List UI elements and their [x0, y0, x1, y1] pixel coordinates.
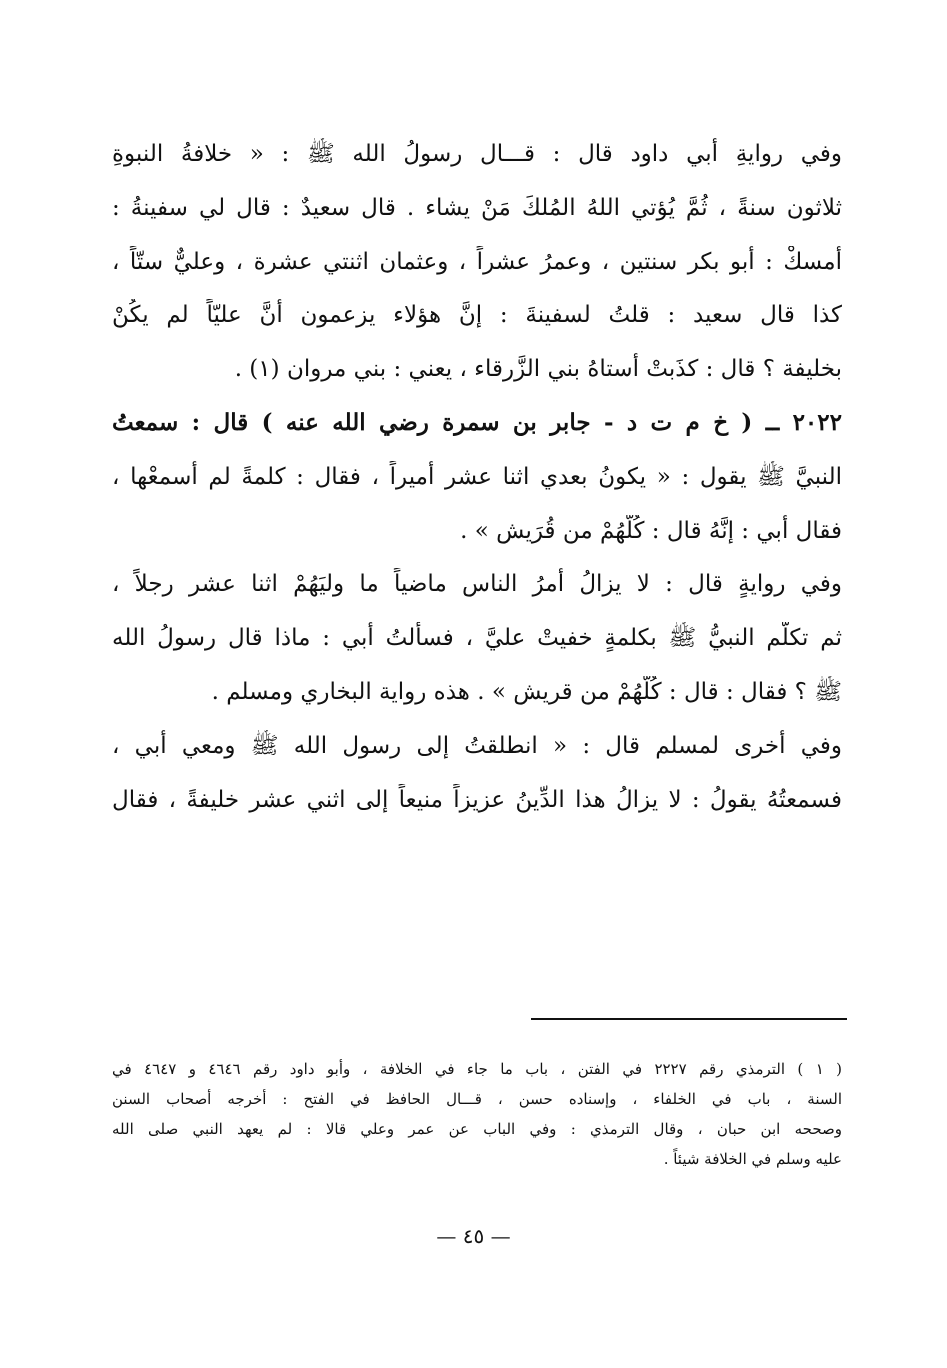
footnote-line: عليه وسلم في الخلافة شيئاً .: [663, 1150, 842, 1168]
page-number: — ٤٥ —: [436, 1224, 511, 1248]
text-line: ﷺ ؟ فقال : قال : كُلُّهُمْ من قريش » . هذه رواية البخاري ومسلم .: [211, 678, 842, 705]
text-line: النبيَّ ﷺ يقول : « يكونُ بعدي اثنا عشر أميراً ، فقال : كلمةً لم أسمعْها ،: [112, 463, 842, 490]
footnote-line: ( ١ ) الترمذي رقم ٢٢٢٧ في الفتن ، باب ما جاء في الخلافة ، وأبو داود رقم ٤٦٤٦ و ٤٦٤٧ في: [112, 1060, 842, 1078]
main-text: [112, 138, 842, 837]
text-line: وفي روايةٍ قال : لا يزالُ أمرُ الناس ماضياً ما وليَهُمْ اثنا عشر رجلاً ،: [112, 571, 842, 598]
text-line: ثم تكلَّم النبيُّ ﷺ بكلمةٍ خفيتْ عليَّ ، فسألتُ أبي : ماذا قال رسولُ الله: [112, 625, 842, 652]
hadith-heading: ٢٠٢٢ ــ ( خ م ت د - جابر بن سمرة رضي الله عنه ) قال : سمعتُ: [112, 408, 842, 436]
text-line: كذا قال سعيد : قلتُ لسفينةَ : إنَّ هؤلاء يزعمون أنَّ عليّاً لم يكُنْ: [112, 302, 842, 329]
footnote-line: وصححه ابن حبان ، وقال الترمذي : وفي الباب عن عمر وعلي قالا : لم يعهد النبي صلى الله: [112, 1120, 842, 1138]
text-line: وفي أخرى لمسلم قال : « انطلقتُ إلى رسول الله ﷺ ومعي أبي ،: [112, 732, 842, 759]
footnote: [112, 1058, 842, 1178]
text-line: فسمعتُهُ يقولُ : لا يزالُ هذا الدِّينُ عزيزاً منيعاً إلى اثني عشر خليفةً ، فقال: [112, 786, 842, 813]
footnote-divider: [531, 1018, 847, 1020]
text-line: فقال أبي : إنَّهُ قال : كُلُّهُمْ من قُرَيش » .: [460, 517, 842, 544]
text-line: ثلاثون سنةً ، ثُمَّ يُؤتي اللهُ المُلكَ مَنْ يشاء . قال سعيدٌ : قال لي سفينةُ :: [112, 194, 842, 221]
text-line: أمسكْ : أبو بكر سنتين ، وعمرُ عشراً ، وعثمان اثنتي عشرة ، وعليٌّ ستّاً ،: [112, 248, 842, 275]
text-line: بخليفة ؟ قال : كذَبتْ أستاهُ بني الزَّرقاء ، يعني : بني مروان (١) .: [234, 356, 842, 383]
footnote-line: السنة ، باب في الخلفاء ، وإسناده حسن ، قـــال الحافظ في الفتح : أخرجه أصحاب السنن: [112, 1090, 842, 1108]
text-line: وفي روايةِ أبي داود قال : قـــال رسولُ الله ﷺ : « خلافةُ النبوةِ: [112, 141, 842, 167]
